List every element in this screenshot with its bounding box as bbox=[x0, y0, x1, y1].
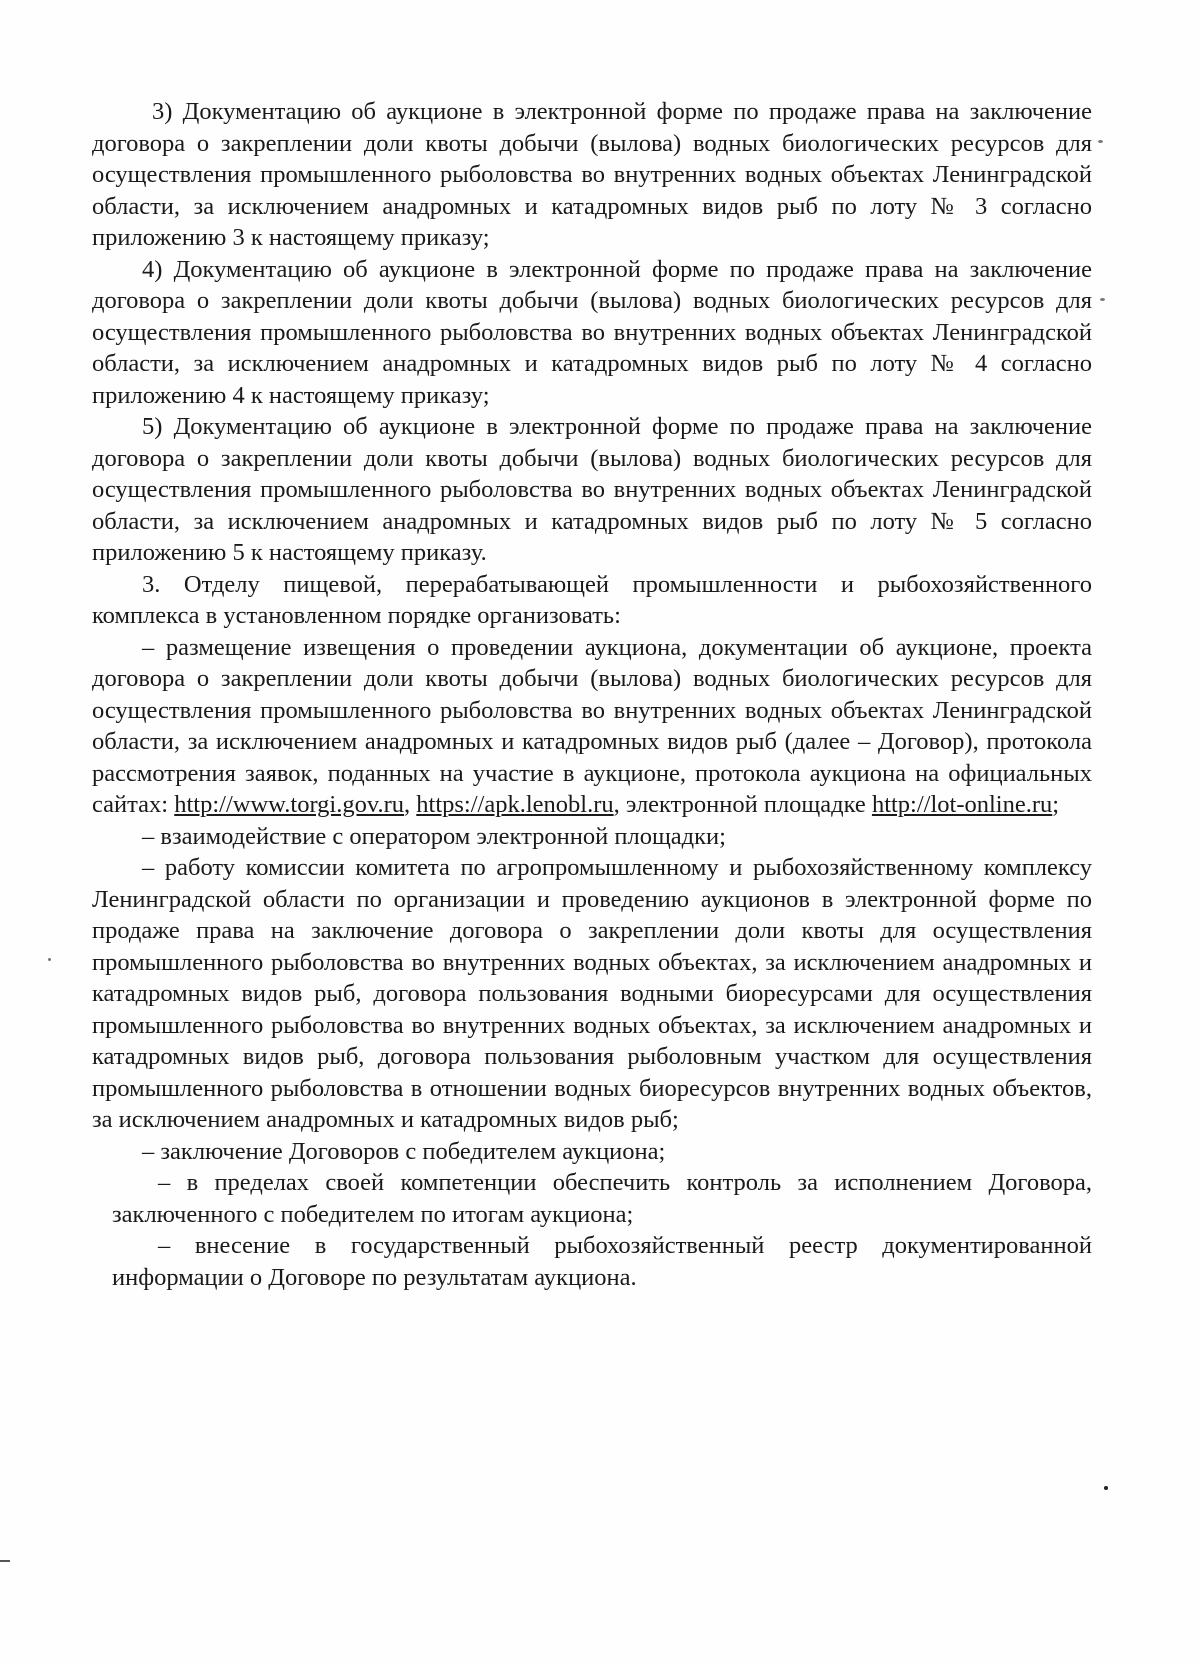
scan-speck bbox=[1104, 1486, 1108, 1490]
paragraph-lot-3: 3) Документацию об аукционе в электронной форме по продаже права на заключение договора о закреплении доли квоты добычи (вылова) водных биологических ресурсов для осуществления промышленного рыболовства во внутренних водных объектах Ленинградской области, за исключением анадромных и катадромных видов рыб по лоту № 3 согласно приложению 3 к настоящему приказу; bbox=[92, 98, 1092, 251]
item-commission-work: – работу комиссии комитета по агропромышленному и рыбохозяйственному комплексу Ленинградской области по организации и проведению аукционов в электронной форме по продаже права на заключение договора о закреплении доли квоты для осуществления промышленного рыболовства во внутренних водных объектах, за исключением анадромных и катадромных видов рыб, договора пользования водными биоресурсами для осуществления промышленного рыболовства во внутренних водных объектах, за исключением анадромных и катадромных видов рыб, договора пользования рыболовным участком для осуществления промышленного рыболовства в отношении водных биоресурсов внутренних водных объектов, за исключением анадромных и катадромных видов рыб; bbox=[92, 854, 1092, 1133]
document-body bbox=[92, 96, 1092, 1293]
paragraph-placement bbox=[92, 632, 1092, 821]
scan-speck bbox=[1098, 140, 1103, 143]
scan-speck bbox=[1100, 298, 1105, 301]
link-lot-online[interactable]: http://lot-online.ru bbox=[871, 791, 1053, 818]
platform-text: , электронной площадке bbox=[613, 791, 872, 818]
placement-text: – размещение извещения о проведении аукциона, документации об аукционе, проекта договора о закреплении доли квоты добычи (вылова) водных биологических ресурсов для осуществления промышленного рыболовства во внутренних водных объектах Ленинградской области, за исключением анадромных и катадромных видов рыб (далее – Договор), протокола рассмотрения заявок, поданных на участие в аукционе, протокола аукциона на официальных сайтах: bbox=[92, 633, 1092, 818]
paragraph-lot-5: 5) Документацию об аукционе в электронной форме по продаже права на заключение договора о закреплении доли квоты добычи (вылова) водных биологических ресурсов для осуществления промышленного рыболовства во внутренних водных объектах Ленинградской области, за исключением анадромных и катадромных видов рыб по лоту № 5 согласно приложению 5 к настоящему приказу. bbox=[92, 413, 1092, 566]
item-operator-interaction: – взаимодействие с оператором электронной площадки; bbox=[142, 822, 726, 850]
scan-edge-mark bbox=[0, 1560, 10, 1562]
link-torgi[interactable]: http://www.torgi.gov.ru bbox=[174, 791, 405, 818]
item-control: – в пределах своей компетенции обеспечить контроль за исполнением Договора, заключенного с победителем по итогам аукциона; bbox=[112, 1169, 1092, 1228]
placement-end: ; bbox=[1052, 791, 1060, 818]
item-contract-conclusion: – заключение Договоров с победителем аукциона; bbox=[142, 1137, 666, 1165]
item-registry: – внесение в государственный рыбохозяйственный реестр документированной информации о Договоре по результатам аукциона. bbox=[112, 1232, 1092, 1291]
paragraph-lot-4: 4) Документацию об аукционе в электронной форме по продаже права на заключение договора о закреплении доли квоты добычи (вылова) водных биологических ресурсов для осуществления промышленного рыболовства во внутренних водных объектах Ленинградской области, за исключением анадромных и катадромных видов рыб по лоту № 4 согласно приложению 4 к настоящему приказу; bbox=[92, 255, 1092, 409]
scan-speck bbox=[48, 958, 51, 961]
separator-text: , bbox=[404, 791, 417, 818]
link-apk-lenobl[interactable]: https://apk.lenobl.ru bbox=[416, 791, 614, 818]
paragraph-section-3: 3. Отделу пищевой, перерабатывающей промышленности и рыбохозяйственного комплекса в установленном порядке организовать: bbox=[92, 570, 1092, 629]
